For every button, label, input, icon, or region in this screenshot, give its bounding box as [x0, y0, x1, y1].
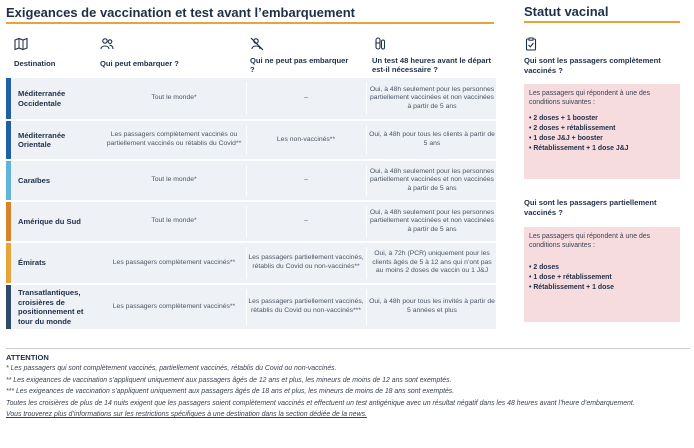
fully-vaccinated-question: Qui sont les passagers complètement vaccinés ?	[524, 56, 661, 75]
destination-color-bar	[6, 243, 11, 283]
who-cannot-cell: –	[304, 176, 308, 184]
destination-name: Transatlantiques, croisières de positionnement et tour du monde	[18, 288, 84, 326]
table-row	[6, 78, 496, 119]
who-can-cell: Les passagers complètement vaccinés**	[112, 302, 236, 310]
header-destination: Destination	[14, 59, 56, 68]
test-cell: Oui, à 48h pour tous les invités à partir de 5 années et plus	[369, 298, 495, 314]
table-row	[6, 285, 496, 329]
who-can-cell: Tout le monde*	[151, 176, 197, 184]
destination-color-bar	[6, 202, 11, 241]
table-row	[6, 161, 496, 200]
who-cannot-cell: –	[304, 217, 308, 225]
who-cannot-cell: Les non-vaccinés**	[276, 135, 336, 143]
test-cell: Oui, à 48h seulement pour les personnes partiellement vaccinées et non vaccinées à partir de 5 ans	[369, 85, 495, 110]
list-item: • 2 doses	[529, 263, 674, 273]
destination-name: Méditerranée Occidentale	[18, 89, 66, 108]
header-who-cannot: Qui ne peut pas embarquer ?	[250, 56, 349, 74]
table-row	[6, 121, 496, 159]
list-item: • 2 doses + 1 booster	[529, 114, 674, 124]
test-cell: Oui, à 48h seulement pour les personnes partiellement vaccinées et non vaccinées à partir de 5 ans	[369, 167, 495, 192]
attention-note: Toutes les croisières de plus de 14 nuits exigent que les passagers soient complètement vaccinés et effectuent un test antigénique avec un résultat négatif dans les 48 heures avant l’heure d’embarquement.	[6, 399, 635, 407]
people-icon	[100, 37, 114, 51]
who-can-cell: Tout le monde*	[151, 94, 197, 102]
test-cell: Oui, à 48h seulement pour les personnes partiellement vaccinées et non vaccinées à partir de 5 ans	[369, 208, 495, 233]
test-cell: Oui, à 72h (PCR) uniquement pour les clients âgés de 5 à 12 ans qui n’ont pas au moins 2 doses de vaccin ou 1 J&J	[372, 250, 492, 275]
attention-note-link[interactable]: Vous trouverez plus d’informations sur les restrictions spécifiques à une destination dans la section dédiée de la news.	[6, 411, 367, 419]
map-icon	[14, 37, 28, 51]
destination-name: Caraïbes	[18, 175, 51, 185]
partially-vaccinated-list	[529, 263, 674, 293]
who-cannot-cell: Les passagers partiellement vaccinés, rétablis du Covid ou non-vaccinés***	[248, 298, 364, 314]
list-item: • Rétablissement + 1 dose	[529, 283, 674, 293]
test-cell: Oui, à 48h pour tous les clients à partir de 5 ans	[369, 131, 495, 147]
table-row	[6, 243, 496, 283]
attention-title: ATTENTION	[6, 353, 49, 362]
list-item: • 2 doses + rétablissement	[529, 124, 674, 134]
partially-vaccinated-intro: Les passagers qui répondent à une des conditions suivantes :	[529, 233, 651, 249]
fully-vaccinated-box	[524, 84, 680, 179]
who-can-cell: Les passagers complètement vaccinés ou partiellement vaccinés ou rétablis du Covid**	[106, 131, 242, 147]
no-people-icon	[250, 37, 264, 51]
destination-color-bar	[6, 285, 11, 329]
attention-note: *** Les exigeances de vaccination s’appliquent uniquement aux passagers âgés de 18 ans et plus, les mineurs de moins de 18 ans sont exemptés.	[6, 388, 455, 396]
who-can-cell: Les passagers complètement vaccinés**	[112, 258, 236, 266]
partially-vaccinated-question: Qui sont les passagers partiellement vaccinés ?	[524, 198, 657, 217]
clipboard-icon	[524, 37, 538, 51]
destination-color-bar	[6, 161, 11, 200]
list-item: • 1 dose J&J + booster	[529, 134, 674, 144]
attention-note: ** Les exigeances de vaccination s’appliquent uniquement aux passagers âgés de 12 ans et plus, les mineurs de moins de 12 ans sont exemptés.	[6, 376, 452, 384]
destination-name: Amérique du Sud	[18, 216, 81, 226]
fully-vaccinated-list	[529, 114, 674, 154]
who-can-cell: Tout le monde*	[151, 217, 197, 225]
who-cannot-cell: Les passagers partiellement vaccinés, rétablis du Covid ou non-vaccinés**	[248, 254, 364, 270]
header-who-can: Qui peut embarquer ?	[100, 59, 179, 68]
table-row	[6, 202, 496, 241]
who-cannot-cell: –	[304, 94, 308, 102]
page-title: Exigeances de vaccination et test avant l’embarquement	[6, 5, 494, 24]
partially-vaccinated-box	[524, 227, 680, 322]
destination-name: Méditerranée Orientale	[18, 130, 66, 149]
list-item: • 1 dose + rétablissement	[529, 273, 674, 283]
attention-section	[6, 348, 690, 423]
test-tube-icon	[372, 37, 386, 51]
destination-color-bar	[6, 78, 11, 119]
list-item: • Rétablissement + 1 dose J&J	[529, 144, 674, 154]
destination-color-bar	[6, 121, 11, 159]
vaccination-status-title: Statut vacinal	[524, 4, 680, 23]
fully-vaccinated-intro: Les passagers qui répondent à une des conditions suivantes :	[529, 90, 651, 106]
destination-name: Émirats	[18, 258, 46, 268]
header-test: Un test 48 heures avant le départ est-il nécessaire ?	[372, 56, 492, 74]
attention-note: * Les passagers qui sont complètement vaccinés, partiellement vaccinés, rétablis du Covid ou non-vaccinés.	[6, 365, 337, 372]
